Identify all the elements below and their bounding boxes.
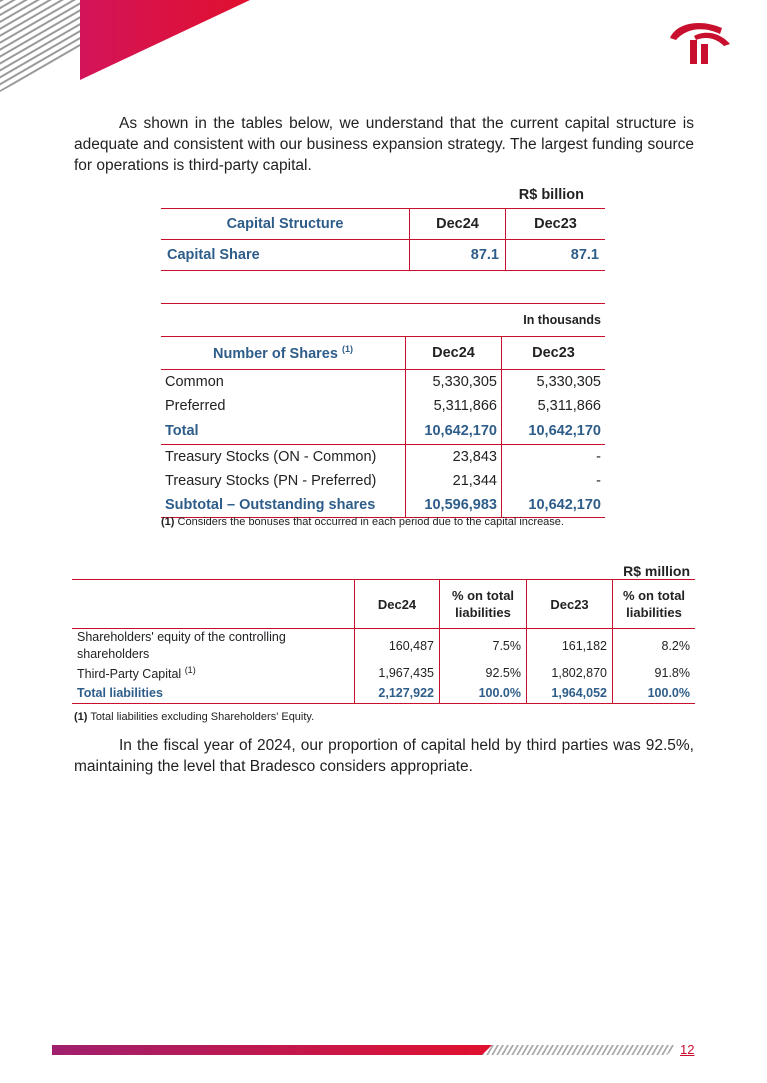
shares-header-dec24: Dec24 xyxy=(406,337,502,370)
liabilities-row-label: Shareholders' equity of the controlling shareholders xyxy=(72,629,355,664)
page-number: 12 xyxy=(680,1042,695,1057)
liabilities-row-dec23: 1,802,870 xyxy=(527,663,613,683)
liabilities-footnote: (1) Total liabilities excluding Shareholders' Equity. xyxy=(74,711,315,723)
liabilities-row-dec24: 2,127,922 xyxy=(355,683,440,704)
shares-unit-label: In thousands xyxy=(161,304,605,337)
liabilities-row-label: Total liabilities xyxy=(72,683,355,704)
table-row xyxy=(161,445,605,470)
shares-row-label: Subtotal – Outstanding shares xyxy=(161,493,406,518)
capital-header-dec24: Dec24 xyxy=(410,209,506,240)
liabilities-unit-label: R$ million xyxy=(623,563,690,579)
shares-row-dec24: 10,642,170 xyxy=(406,418,502,445)
shares-row-dec24: 5,311,866 xyxy=(406,394,502,418)
shares-row-dec23: 5,330,305 xyxy=(536,374,601,390)
liabilities-row-pct24: 92.5% xyxy=(440,663,527,683)
shares-row-label: Treasury Stocks (PN - Preferred) xyxy=(161,469,406,493)
liabilities-row-pct24: 100.0% xyxy=(440,683,527,704)
shares-header-note: (1) xyxy=(341,344,353,355)
table-row xyxy=(72,663,695,683)
shares-row-label: Preferred xyxy=(161,394,406,418)
capital-header-label: Capital Structure xyxy=(161,209,410,240)
corner-decoration xyxy=(0,0,260,95)
capital-header-dec23: Dec23 xyxy=(506,209,606,240)
shares-row-dec23: - xyxy=(596,449,601,465)
liabilities-header-dec24: Dec24 xyxy=(355,580,440,629)
shares-row-dec24: 21,344 xyxy=(406,469,502,493)
footer-bar-decoration xyxy=(52,1045,677,1055)
liabilities-row-dec24: 160,487 xyxy=(355,629,440,664)
shares-footnote: (1) Considers the bonuses that occurred in each period due to the capital increase. xyxy=(161,516,564,528)
shares-row-dec23: - xyxy=(596,473,601,489)
table-row xyxy=(161,493,605,518)
shares-row-dec23: 10,642,170 xyxy=(502,493,606,518)
capital-unit-label: R$ billion xyxy=(518,187,584,203)
intro-paragraph: As shown in the tables below, we understand that the current capital structure is adequate and consistent with our business expansion strategy. The largest funding source for operations is third-party capital. xyxy=(74,115,694,174)
bradesco-logo-icon xyxy=(664,14,734,66)
liabilities-table xyxy=(72,579,695,704)
liabilities-header-pct23: % on total liabilities xyxy=(613,580,696,629)
closing-paragraph: In the fiscal year of 2024, our proportion of capital held by third parties was 92.5%, maintaining the level that Bradesco considers appropriate. xyxy=(74,737,694,775)
liabilities-header-blank xyxy=(72,580,355,629)
table-row xyxy=(161,418,605,445)
shares-row-dec23: 10,642,170 xyxy=(502,418,606,445)
table-row xyxy=(161,370,605,395)
capital-share-dec23: 87.1 xyxy=(506,240,606,271)
capital-share-dec24: 87.1 xyxy=(410,240,506,271)
shares-row-dec24: 23,843 xyxy=(406,445,502,470)
table-row xyxy=(72,683,695,704)
table-row xyxy=(161,469,605,493)
shares-row-label: Total xyxy=(161,418,406,445)
liabilities-row-pct23: 91.8% xyxy=(654,666,690,680)
table-row xyxy=(161,394,605,418)
liabilities-row-pct23: 100.0% xyxy=(613,683,696,704)
shares-header-dec23: Dec23 xyxy=(502,337,606,370)
liabilities-row-pct24: 7.5% xyxy=(440,629,527,664)
capital-structure-table xyxy=(161,208,605,271)
liabilities-header-dec23: Dec23 xyxy=(527,580,613,629)
liabilities-row-dec24: 1,967,435 xyxy=(355,663,440,683)
shares-row-dec24: 10,596,983 xyxy=(406,493,502,518)
liabilities-row-pct23: 8.2% xyxy=(661,639,690,653)
liabilities-header-pct24: % on total liabilities xyxy=(440,580,527,629)
shares-row-dec23: 5,311,866 xyxy=(537,398,601,414)
capital-share-label: Capital Share xyxy=(161,240,410,271)
liabilities-row-label: Third-Party Capital $^{(1)}$ xyxy=(72,663,355,683)
shares-table xyxy=(161,303,605,518)
shares-row-dec24: 5,330,305 xyxy=(406,370,502,395)
shares-row-label: Common xyxy=(161,370,406,395)
table-row xyxy=(72,629,695,664)
liabilities-row-dec23: 161,182 xyxy=(527,629,613,664)
liabilities-row-dec23: 1,964,052 xyxy=(527,683,613,704)
shares-row-label: Treasury Stocks (ON - Common) xyxy=(161,445,406,470)
shares-header-label: Number of Shares $^{(1)}$ xyxy=(161,337,406,370)
